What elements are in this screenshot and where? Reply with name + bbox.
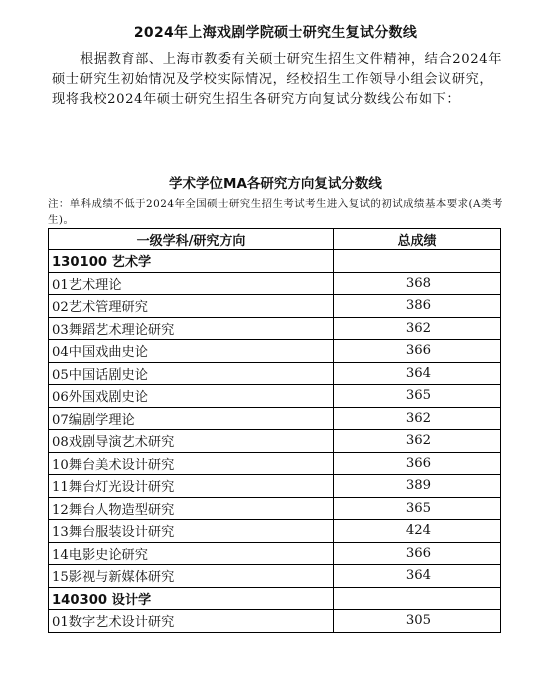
- category-empty-cell: [334, 587, 501, 610]
- table-row: [49, 340, 501, 363]
- table-row: [49, 430, 501, 453]
- direction-cell: 01艺术理论: [49, 272, 334, 295]
- score-cell: 424: [334, 520, 501, 543]
- category-row: [49, 250, 501, 273]
- intro-text: 根据教育部、上海市教委有关硕士研究生招生文件精神，结合2024年硕士研究生初始情况及学校实际情况，经校招生工作领导小组会议研究，现将我校2024年硕士研究生招生各研究方向复试分数线公布如下：: [52, 52, 503, 107]
- score-cell: 368: [334, 272, 501, 295]
- direction-cell: 08戏剧导演艺术研究: [49, 430, 334, 453]
- direction-cell: 06外国戏剧史论: [49, 385, 334, 408]
- direction-cell: 01数字艺术设计研究: [49, 610, 334, 633]
- direction-cell: 04中国戏曲史论: [49, 340, 334, 363]
- category-row: [49, 587, 501, 610]
- direction-cell: 14电影史论研究: [49, 542, 334, 565]
- score-cell: 365: [334, 497, 501, 520]
- direction-cell: 15影视与新媒体研究: [49, 565, 334, 588]
- direction-cell: 13舞台服装设计研究: [49, 520, 334, 543]
- table-row: [49, 565, 501, 588]
- score-cell: 364: [334, 362, 501, 385]
- table-row: [49, 272, 501, 295]
- section-title: 学术学位MA各研究方向复试分数线: [169, 176, 382, 192]
- table-row: [49, 610, 501, 633]
- score-cell: 362: [334, 407, 501, 430]
- table-row: [49, 520, 501, 543]
- direction-cell: 11舞台灯光设计研究: [49, 475, 334, 498]
- header-direction: 一级学科/研究方向: [49, 229, 334, 250]
- score-table: [48, 228, 501, 633]
- table-row: [49, 385, 501, 408]
- table-row: [49, 362, 501, 385]
- table-row: [49, 407, 501, 430]
- note-text: 注：单科成绩不低于2024年全国硕士研究生招生考试考生进入复试的初试成绩基本要求(A类考生)。: [48, 198, 503, 226]
- score-cell: 386: [334, 295, 501, 318]
- score-cell: 365: [334, 385, 501, 408]
- direction-cell: 07编剧学理论: [49, 407, 334, 430]
- score-cell: 366: [334, 452, 501, 475]
- table-row: [49, 542, 501, 565]
- direction-cell: 05中国话剧史论: [49, 362, 334, 385]
- score-cell: 305: [334, 610, 501, 633]
- score-cell: 389: [334, 475, 501, 498]
- table-row: [49, 317, 501, 340]
- direction-cell: 02艺术管理研究: [49, 295, 334, 318]
- table-header-row: [49, 229, 501, 250]
- direction-cell: 03舞蹈艺术理论研究: [49, 317, 334, 340]
- score-cell: 366: [334, 542, 501, 565]
- score-cell: 362: [334, 430, 501, 453]
- header-score: 总成绩: [334, 229, 501, 250]
- score-cell: 364: [334, 565, 501, 588]
- score-cell: 362: [334, 317, 501, 340]
- category-empty-cell: [334, 250, 501, 273]
- intro-paragraph: [52, 50, 502, 110]
- direction-cell: 10舞台美术设计研究: [49, 452, 334, 475]
- category-cell: 140300 设计学: [49, 587, 334, 610]
- table-row: [49, 295, 501, 318]
- table-row: [49, 475, 501, 498]
- score-cell: 366: [334, 340, 501, 363]
- table-row: [49, 497, 501, 520]
- category-cell: 130100 艺术学: [49, 250, 334, 273]
- page-title: 2024年上海戏剧学院硕士研究生复试分数线: [133, 25, 418, 41]
- direction-cell: 12舞台人物造型研究: [49, 497, 334, 520]
- table-row: [49, 452, 501, 475]
